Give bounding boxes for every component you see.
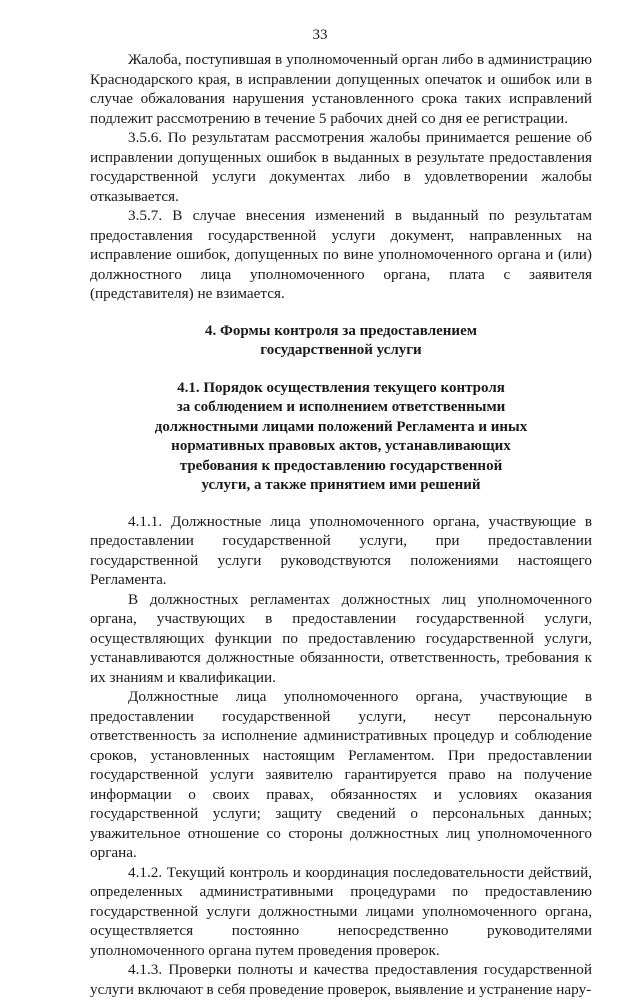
paragraph-4-1-3: 4.1.3. Проверки полноты и качества предоставления государственной услуги включают в себя проведение проверок, выявление и устранение нару- xyxy=(90,961,592,998)
paragraph-3-5-7: 3.5.7. В случае внесения изменений в выданный по результатам предоставления государственной услуги документ, направленных на исправление ошибок, допущенных по вине уполномоченного органа и (или) должностного лица уполномоченного органа, плата с заявителя (представителя) не взимается. xyxy=(90,207,592,302)
subsection-heading-line: требования к предоставлению государственной xyxy=(179,457,503,474)
paragraph-3-5-6: 3.5.6. По результатам рассмотрения жалобы принимается решение об исправлении допущенных ошибок в выданных в результате предоставления государственной услуги документах либо в удовлетворении жалобы отказывается. xyxy=(90,129,592,205)
section-heading-line: государственной услуги xyxy=(260,342,422,358)
subsection-heading-line: нормативных правовых актов, устанавливающих xyxy=(171,438,511,454)
paragraph-4-1-1: 4.1.1. Должностные лица уполномоченного органа, участвующие в предоставлении государственной услуги, при предоставлении государственной услуги руководствуются положениями настоящего Регламента. xyxy=(90,512,592,588)
paragraph-complaint: Жалоба, поступившая в уполномоченный орган либо в администрацию Краснодарского края, в исправлении допущенных опечаток и ошибок или в случае обжалования нарушения установленного срока таких исправлений подлежит рассмотрению в течение 5 рабочих дней со дня ее регистрации. xyxy=(90,51,592,127)
page-body xyxy=(90,50,592,999)
paragraph-4-1-2: 4.1.2. Текущий контроль и координация последовательности действий, определенных административными процедурами по предоставлению государственной услуги должностными лицами уполномоченного органа, осуществляется постоянно непосредственно руководителями уполномоченного органа путем проведения проверок. xyxy=(90,863,592,959)
subsection-heading-line: 4.1. Порядок осуществления текущего контроля xyxy=(177,379,505,396)
paragraph-responsibility: Должностные лица уполномоченного органа, участвующие в предоставлении государственной услуги, несут персональную ответственность за исполнение административных процедур и соблюдение сроков, установленных настоящим Регламентом. При предоставлении государственной услуги заявителю гарантируется право на получение информации о своих правах, обязанностях и условиях оказания государственной услуги; защиту сведений о персональных данных; уважительное отношение со стороны должностных лиц уполномоченного органа. xyxy=(90,688,592,861)
page-number: 33 xyxy=(312,27,328,43)
subsection-heading-line: услуги, а также принятием ими решений xyxy=(201,477,481,493)
section-heading-line: 4. Формы контроля за предоставлением xyxy=(205,322,477,339)
subsection-heading-line: должностными лицами положений Регламента и иных xyxy=(154,418,528,435)
subsection-heading-line: за соблюдением и исполнением ответственными xyxy=(176,399,506,415)
paragraph-job-regulations: В должностных регламентах должностных лиц уполномоченного органа, участвующих в предоставлении государственной услуги, осуществляющих функции по предоставлению государственной услуги, устанавливаются должностные обязанности, ответственность, требования к их знаниям и квалификации. xyxy=(90,590,592,686)
section-heading xyxy=(90,322,592,361)
subsection-heading xyxy=(90,379,592,496)
